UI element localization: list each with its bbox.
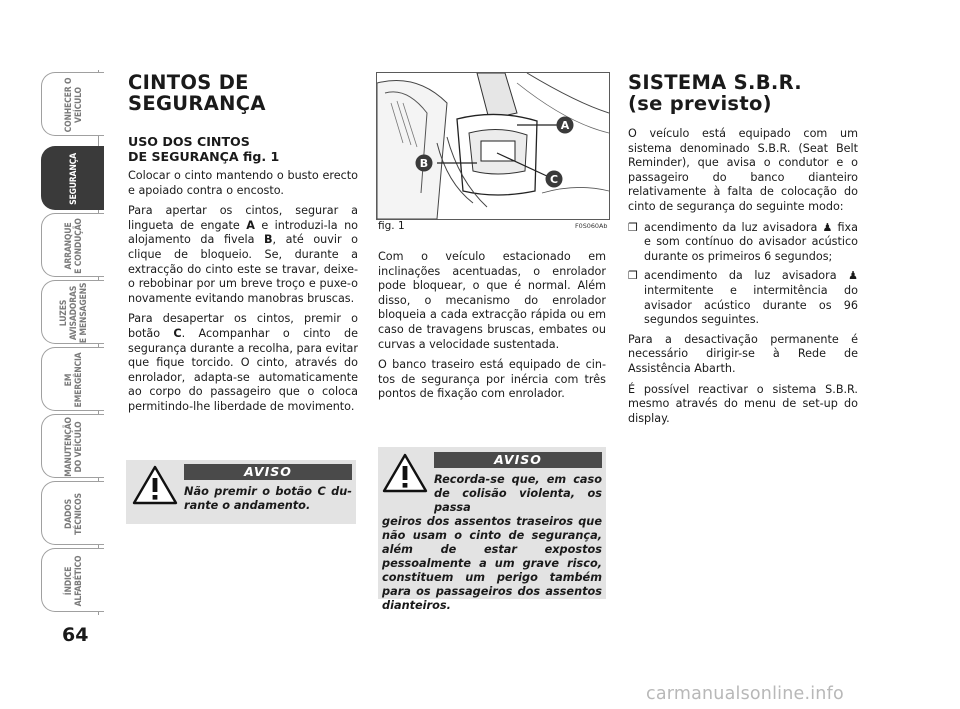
list-item: ❒ acendimento da luz avisadora ♟ intermitente e intermitência do avisador acústico durante os 96 segundos seguintes. [628,269,858,327]
tab-manutencao-do-veiculo[interactable] [41,414,104,478]
paragraph: Com o veículo estacionado em inclinações acentuadas, o enrolador pode bloquear, o que é normal. Além disso, o mecanismo do enrolador bloqueia a cada extracção rápida ou em caso de travagens bruscas, embates ou curvas a velocidade sustentada. [378,250,606,351]
paragraph: O banco traseiro está equipado de cintos de segurança por inércia com três pontos de fixação com enrolador. [378,358,606,401]
subsection-title: USO DOS CINTOS DE SEGURANÇA fig. 1 [128,134,280,164]
tab-label: SEGURANÇA [69,153,79,205]
paragraph: Colocar o cinto mantendo o busto erecto e apoiado contra o encosto. [128,169,358,197]
column-sbr-system [628,72,858,432]
warning-text: Recorda-se que, em caso de colisão violenta, os passa geiros dos assentos traseiros que não usam o cinto de segurança, além de estar expostos pessoalmente a um grave risco, constituem um perigo também para os passageiros dos assentos dianteiros. [382,473,602,612]
tab-label: ÍNDICE ALFABÉTICO [64,555,84,607]
figure-code: F0S060Ab [575,222,608,230]
warning-box [126,460,356,524]
list-item: ❒ acendimento da luz avisadora ♟ fixa e som contínuo do avisador acústico durante os primeiros 6 segundos; [628,220,858,263]
callout-c-label: C [549,173,559,186]
seatbelt-icon: ♟ [848,269,858,283]
warning-heading: AVISO [184,464,352,480]
callout-a-label: A [560,119,570,132]
section-title: SISTEMA S.B.R. (se previsto) [628,71,802,115]
tab-label: CONHECER O VEÍCULO [64,77,84,133]
watermark: carmanualsonline.info [646,684,844,704]
tab-label: ARRANQUE E CONDUÇÃO [64,218,84,274]
paragraph: Para apertar os cintos, segurar a lingueta de engate A e introduzi-la no alojamento da fivela B, até ouvir o clique de bloqueio. Se, durante a extracção do cinto este se travar, deixe-o rebobinar por um breve troço e puxe-o novamente evitando manobras bruscas. [128,204,358,305]
seat-belt-buckle-illustration [376,72,610,220]
tab-label: DADOS TÉCNICOS [64,493,84,535]
tab-seguranca[interactable] [41,146,104,210]
paragraph: O veículo está equipado com um sistema denominado S.B.R. (Seat Belt Reminder), que avisa o condutor e o passageiro do banco dianteiro relativamente à falta de colocação do cinto de segurança do seguinte modo: [628,127,858,213]
tab-arranque-e-conducao[interactable] [41,213,104,277]
paragraph: É possível reactivar o sistema S.B.R. mesmo através do menu de set-up do display. [628,382,858,425]
section-title: CINTOS DE SEGURANÇA [128,71,266,115]
tab-conhecer-o-veiculo[interactable] [41,72,104,136]
warning-box [378,447,606,612]
checkbox-bullet-icon: ❒ [628,220,638,234]
checkbox-bullet-icon: ❒ [628,269,638,283]
callout-b-label: B [419,157,429,170]
warning-text: Não premir o botão C durante o andamento. [184,485,352,512]
tab-indice-alfabetico[interactable] [41,548,104,612]
tab-label: MANUTENÇÃO DO VEÍCULO [64,417,84,477]
figure-caption: fig. 1 [378,220,405,232]
tab-luzes-avisadoras[interactable] [41,280,104,344]
tab-label: EM EMERGÊNCIA [64,352,84,408]
page-number: 64 [62,624,89,646]
column-seat-belts [128,72,358,421]
column-retractor-info [378,250,606,408]
seatbelt-icon: ♟ [822,220,833,234]
tab-dados-tecnicos[interactable] [41,481,104,545]
paragraph: Para desapertar os cintos, premir o botão C. Acompanhar o cinto de segurança durante a recolha, para evitar que fique torcido. O cinto, através do enrolador, adapta-se automaticamente ao corpo do passageiro que o coloca permitindo-lhe liberdade de movimento. [128,312,358,413]
warning-heading: AVISO [434,452,602,468]
warning-triangle-icon [132,465,178,505]
paragraph: Para a desactivação permanente é necessário dirigir-se à Rede de Assistência Abarth. [628,332,858,375]
tab-em-emergencia[interactable] [41,347,104,411]
tab-label: LUZES AVISADORAS E MENSAGENS [59,282,89,344]
buckle-drawing [377,73,609,219]
